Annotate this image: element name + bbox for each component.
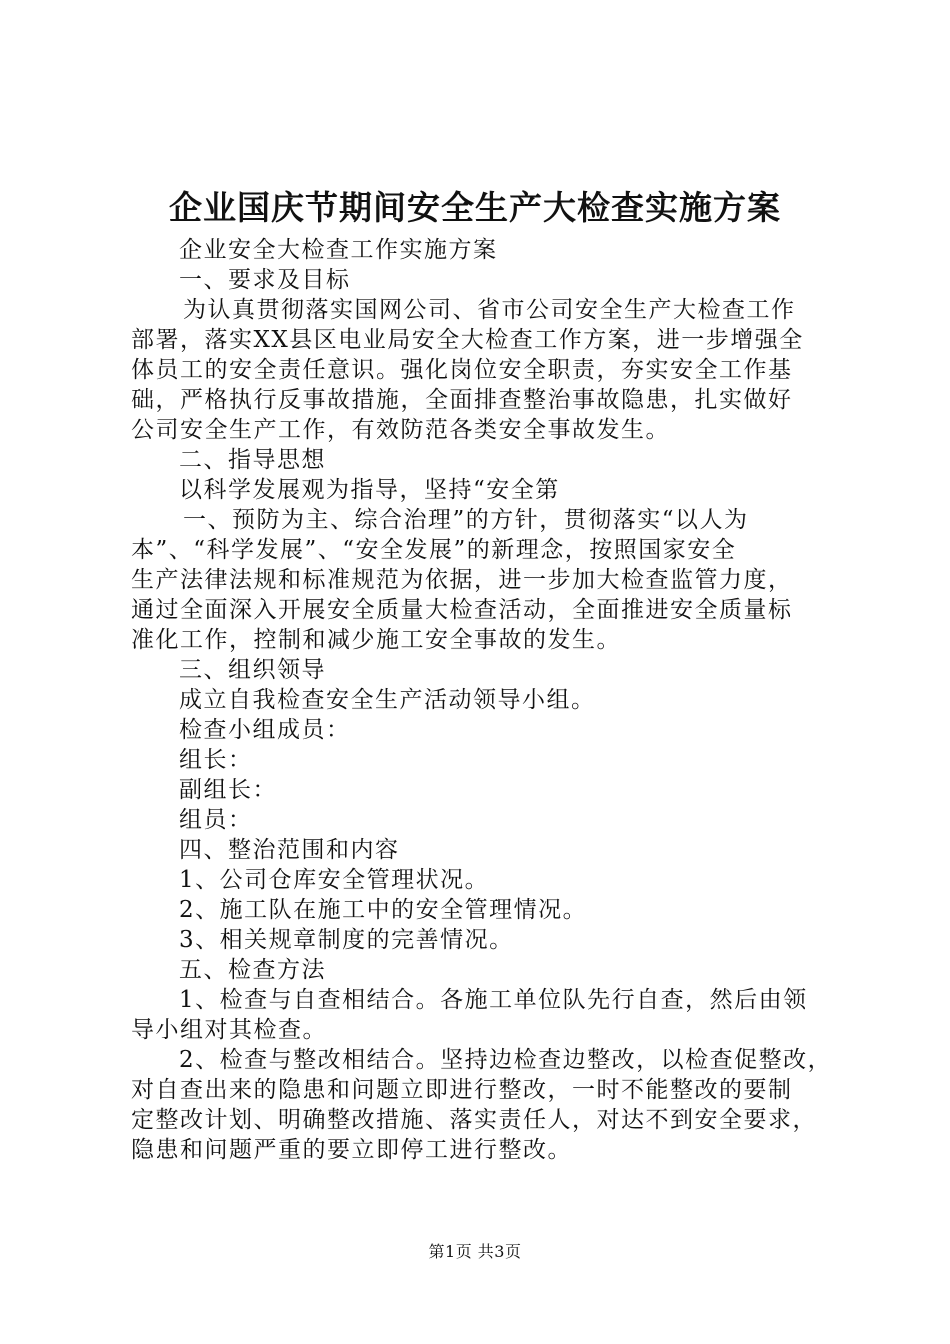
document-body <box>131 235 831 1165</box>
body-line: 组员： <box>179 807 253 833</box>
body-line: 成立自我检查安全生产活动领导小组。 <box>179 687 596 713</box>
body-line: 本”、“科学发展”、“安全发展”的新理念，按照国家安全 <box>131 537 737 563</box>
body-line: 3、相关规章制度的完善情况。 <box>179 927 514 953</box>
page-footer: 第1页 共3页 <box>428 1242 522 1261</box>
document-title: 企业国庆节期间安全生产大检查实施方案 <box>169 188 781 227</box>
body-line: 企业安全大检查工作实施方案 <box>179 237 498 263</box>
body-line: 部署，落实XX县区电业局安全大检查工作方案，进一步增强全 <box>131 327 804 353</box>
body-line: 对自查出来的隐患和问题立即进行整改，一时不能整改的要制 <box>131 1077 793 1103</box>
body-line: 准化工作，控制和减少施工安全事故的发生。 <box>131 627 621 653</box>
body-line: 隐患和问题严重的要立即停工进行整改。 <box>131 1137 572 1163</box>
body-line: 定整改计划、明确整改措施、落实责任人，对达不到安全要求， <box>131 1107 817 1133</box>
body-line: 三、组织领导 <box>179 657 326 683</box>
body-line: 生产法律法规和标准规范为依据，进一步加大检查监管力度， <box>131 567 793 593</box>
body-line: 二、指导思想 <box>179 447 326 473</box>
body-line: 组长： <box>179 747 253 773</box>
body-line: 四、整治范围和内容 <box>179 837 400 863</box>
body-line: 公司安全生产工作，有效防范各类安全事故发生。 <box>131 417 670 443</box>
body-line: 副组长： <box>179 777 277 803</box>
body-line: 础，严格执行反事故措施，全面排查整治事故隐患，扎实做好 <box>131 387 793 413</box>
body-line: 一、预防为主、综合治理”的方针，贯彻落实“以人为 <box>183 507 749 533</box>
body-line: 一、要求及目标 <box>179 267 351 293</box>
body-line: 1、公司仓库安全管理状况。 <box>179 867 490 893</box>
body-line: 检查小组成员： <box>179 717 351 743</box>
body-line: 通过全面深入开展安全质量大检查活动，全面推进安全质量标 <box>131 597 793 623</box>
body-line: 体员工的安全责任意识。强化岗位安全职责，夯实安全工作基 <box>131 357 793 383</box>
body-line: 五、检查方法 <box>179 957 326 983</box>
body-line: 为认真贯彻落实国网公司、省市公司安全生产大检查工作 <box>183 297 796 323</box>
body-line: 以科学发展观为指导，坚持“安全第 <box>179 477 560 503</box>
body-line: 2、施工队在施工中的安全管理情况。 <box>179 897 588 923</box>
body-line: 1、检查与自查相结合。各施工单位队先行自查，然后由领 <box>179 987 808 1013</box>
body-line: 2、检查与整改相结合。坚持边检查边整改，以检查促整改， <box>179 1047 833 1073</box>
body-line: 导小组对其检查。 <box>131 1017 327 1043</box>
